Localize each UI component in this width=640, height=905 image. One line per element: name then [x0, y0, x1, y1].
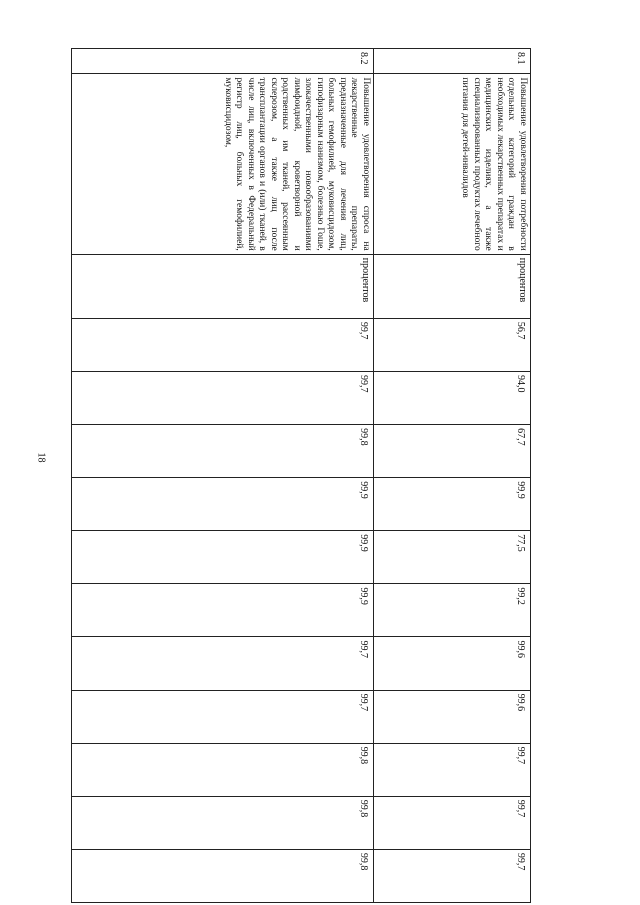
value-cell: 99,9	[72, 478, 374, 531]
value-cell: 99,8	[72, 849, 374, 902]
value-cell: 99,9	[374, 478, 531, 531]
value-cell: 99,7	[374, 796, 531, 849]
row-index: 8.2	[72, 49, 374, 74]
value-cell: 77,5	[374, 531, 531, 584]
value-cell: 99,6	[374, 637, 531, 690]
indicator-table	[71, 48, 531, 903]
rotated-table-container	[71, 48, 531, 903]
table-row	[374, 49, 531, 903]
value-cell: 99,7	[72, 637, 374, 690]
value-cell: 99,8	[72, 425, 374, 478]
page-number: 18	[35, 452, 47, 463]
value-cell: 56,7	[374, 318, 531, 371]
value-cell: 94,0	[374, 372, 531, 425]
indicator-table-region	[71, 48, 531, 903]
value-cell: 99,7	[72, 372, 374, 425]
value-cell: 99,7	[72, 690, 374, 743]
value-cell: 99,8	[72, 743, 374, 796]
value-cell: 99,9	[72, 584, 374, 637]
row-unit: процентов	[374, 254, 531, 318]
value-cell: 99,8	[72, 796, 374, 849]
row-unit: процентов	[72, 254, 374, 318]
row-index: 8.1	[374, 49, 531, 74]
value-cell: 99,2	[374, 584, 531, 637]
value-cell: 99,7	[374, 849, 531, 902]
value-cell: 99,6	[374, 690, 531, 743]
value-cell: 99,7	[72, 318, 374, 371]
value-cell: 99,7	[374, 743, 531, 796]
table-row	[72, 49, 374, 903]
value-cell: 67,7	[374, 425, 531, 478]
value-cell: 99,9	[72, 531, 374, 584]
row-description: Повышение удовлетворения потребности отдельных категорий граждан в необходимых лекарственных препаратах и медицинских изделиях, а также специализированных продуктах лечебного питания для детей-инвалидов	[374, 74, 531, 254]
row-description: Повышение удовлетворения спроса на лекарственные препараты, предназначенные для лечения лиц, больных гемофилией, муковисцидозом, гипофизарным нанизмом, болезнью Гоше, злокачественными новообразованиями лимфоидной, кроветворной и родственных им тканей, рассеянным склерозом, а также лиц после трансплантации органов и (или) тканей, в числе лиц, включенных в Федеральный регистр лиц, больных гемофилией, муковисцидозом,	[72, 74, 374, 254]
